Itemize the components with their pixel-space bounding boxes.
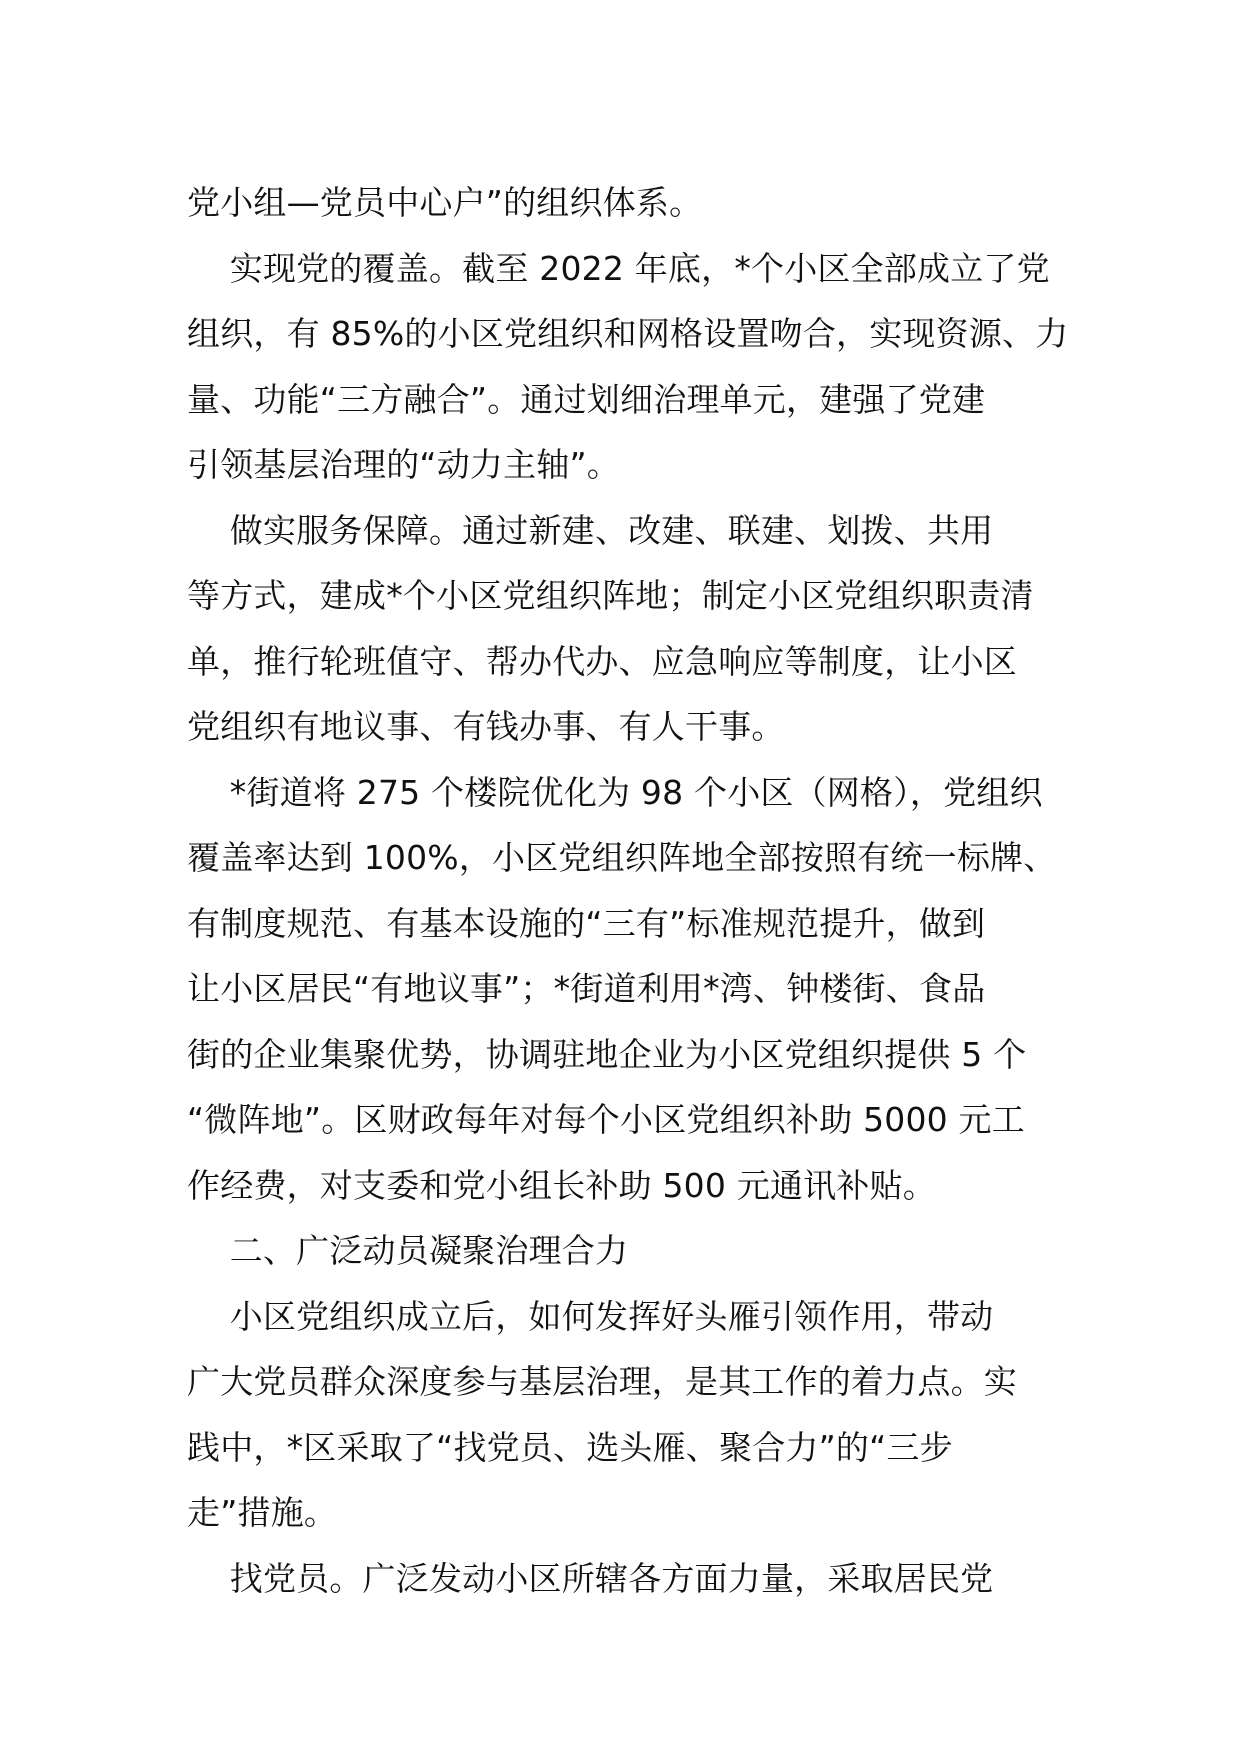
text-line: 广大党员群众深度参与基层治理，是其工作的着力点。实 [187, 1362, 1017, 1401]
text-line: “微阵地”。区财政每年对每个小区党组织补助 5000 元工 [187, 1100, 1025, 1139]
text-line: 等方式，建成*个小区党组织阵地；制定小区党组织职责清 [187, 576, 1034, 615]
text-line: 党小组—党员中心户”的组织体系。 [187, 183, 703, 222]
text-line: 街的企业集聚优势，协调驻地企业为小区党组织提供 5 个 [187, 1034, 1027, 1074]
text-line: 覆盖率达到 100%，小区党组织阵地全部按照有统一标牌、 [187, 838, 1057, 877]
text-line: 有制度规范、有基本设施的“三有”标准规范提升，做到 [187, 903, 986, 943]
text-line: 作经费，对支委和党小组长补助 500 元通讯补贴。 [187, 1165, 936, 1205]
text-line: *街道将 275 个楼院优化为 98 个小区（网格），党组织 [187, 772, 1043, 812]
text-line: 引领基层治理的“动力主轴”。 [187, 445, 620, 484]
text-line: 单，推行轮班值守、帮办代办、应急响应等制度，让小区 [187, 641, 1017, 681]
text-line: 小区党组织成立后，如何发挥好头雁引领作用，带动 [187, 1296, 994, 1336]
text-line: 找党员。广泛发动小区所辖各方面力量，采取居民党 [187, 1558, 994, 1598]
text-line: 实现党的覆盖。截至 2022 年底，*个小区全部成立了党 [187, 248, 1050, 288]
text-line: 践中，*区采取了“找党员、选头雁、聚合力”的“三步 [187, 1427, 953, 1467]
text-line: 组织，有 85%的小区党组织和网格设置吻合，实现资源、力 [187, 314, 1069, 353]
document-page [187, 170, 1069, 1611]
text-line: 党组织有地议事、有钱办事、有人干事。 [187, 707, 785, 746]
text-line: 做实服务保障。通过新建、改建、联建、划拨、共用 [187, 510, 994, 550]
text-line: 让小区居民“有地议事”；*街道利用*湾、钟楼街、食品 [187, 969, 986, 1008]
section-heading: 二、广泛动员凝聚治理合力 [187, 1231, 629, 1270]
text-line: 走”措施。 [187, 1493, 338, 1532]
text-line: 量、功能“三方融合”。通过划细治理单元，建强了党建 [187, 379, 986, 419]
